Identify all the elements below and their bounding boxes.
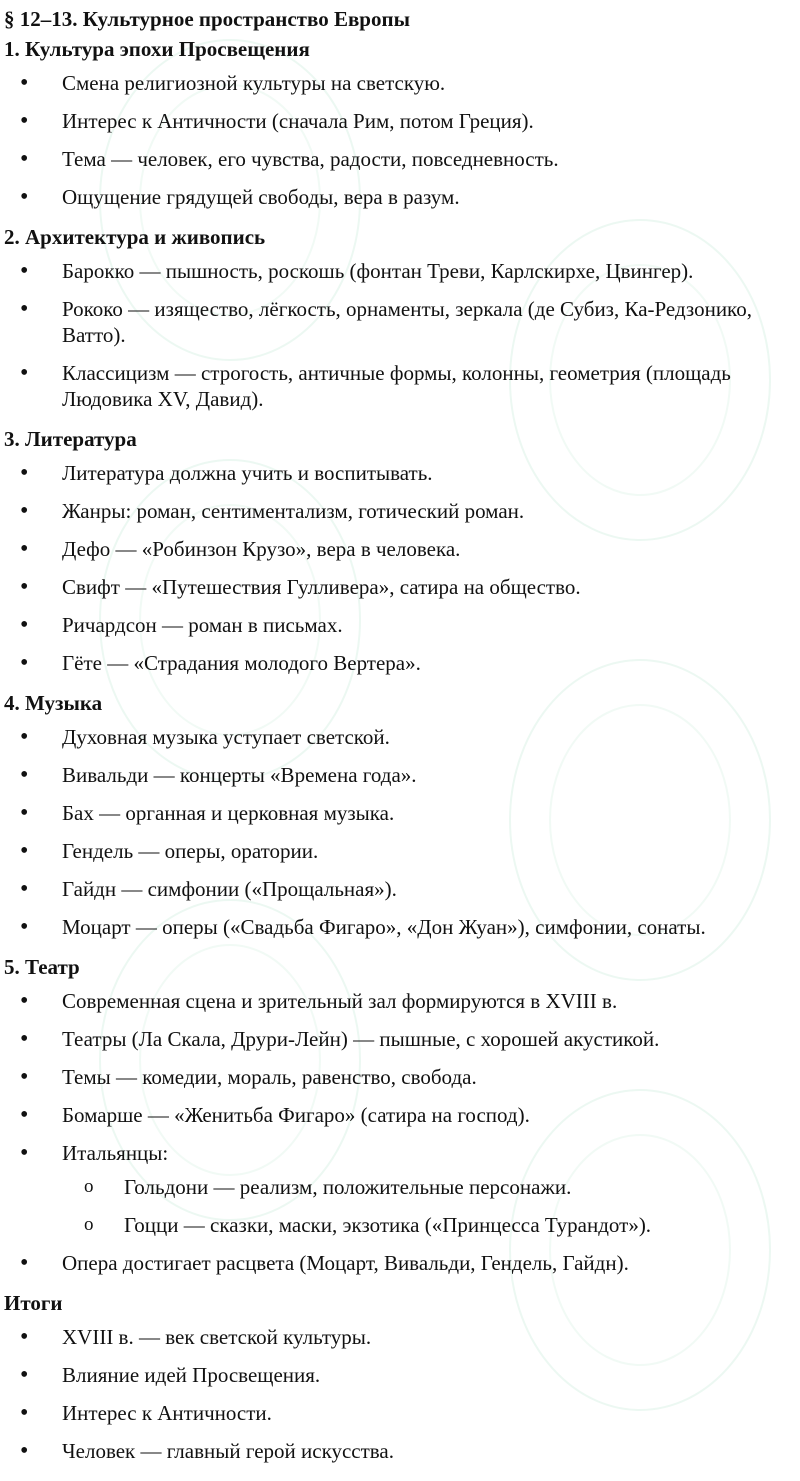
list-item: [0, 1324, 800, 1350]
section-heading: 4. Музыка: [4, 691, 103, 715]
list-item-text: Человек — главный герой искусства.: [62, 1439, 395, 1463]
section: [0, 1288, 800, 1464]
list-item-text: Духовная музыка уступает светской.: [62, 725, 390, 749]
list-item: [0, 1438, 800, 1464]
list-item-text: Жанры: роман, сентиментализм, готический роман.: [62, 499, 525, 523]
list-item-text: Ощущение грядущей свободы, вера в разум.: [62, 185, 460, 209]
list-item: [0, 612, 800, 638]
section-heading: Итоги: [4, 1291, 63, 1315]
list-item: [0, 1362, 800, 1388]
list-item-text: Смена религиозной культуры на светскую.: [62, 71, 446, 95]
list-item: [0, 762, 800, 788]
list-item-text: Бомарше — «Женитьба Фигаро» (сатира на господ).: [62, 1103, 530, 1127]
list-item-text: Ричардсон — роман в письмах.: [62, 613, 343, 637]
bullet-list: [0, 70, 800, 210]
section-heading: 2. Архитектура и живопись: [4, 225, 266, 249]
list-item-text: Современная сцена и зрительный зал формируются в XVIII в.: [62, 989, 618, 1013]
list-item-text: Опера достигает расцвета (Моцарт, Вивальди, Гендель, Гайдн).: [62, 1251, 629, 1275]
list-item-text: Тема — человек, его чувства, радости, повседневность.: [62, 147, 559, 171]
list-item-text: Интерес к Античности.: [62, 1401, 272, 1425]
section: [0, 222, 800, 412]
list-item-text: Барокко — пышность, роскошь (фонтан Треви, Карлскирхе, Цвингер).: [62, 259, 694, 283]
list-item-text: Итальянцы:: [62, 1141, 169, 1165]
bullet-list: [0, 460, 800, 676]
list-item-text: Классицизм — строгость, античные формы, колонны, геометрия (площадь Людовика XV, Давид).: [62, 361, 731, 411]
section: [0, 424, 800, 676]
list-item-text: Свифт — «Путешествия Гулливера», сатира на общество.: [62, 575, 581, 599]
page-title: § 12–13. Культурное пространство Европы: [4, 7, 410, 31]
list-item: [0, 146, 800, 172]
list-item: [0, 1400, 800, 1426]
list-item: [0, 108, 800, 134]
list-item: [0, 258, 800, 284]
list-item-text: Гайдн — симфонии («Прощальная»).: [62, 877, 397, 901]
list-item-text: Дефо — «Робинзон Крузо», вера в человека.: [62, 537, 461, 561]
list-item: [0, 296, 800, 348]
bullet-list: [0, 988, 800, 1276]
list-item-text: Бах — органная и церковная музыка.: [62, 801, 395, 825]
list-item: [0, 914, 800, 940]
list-item-text: Гёте — «Страдания молодого Вертера».: [62, 651, 421, 675]
list-item-text: Влияние идей Просвещения.: [62, 1363, 321, 1387]
bullet-list: [0, 258, 800, 412]
list-item-text: Театры (Ла Скала, Друри-Лейн) — пышные, с хорошей акустикой.: [62, 1027, 660, 1051]
sub-list-item: o Гоцци — сказки, маски, экзотика («Принцесса Турандот»).: [62, 1212, 796, 1238]
sub-list: [62, 1174, 796, 1238]
list-item: [0, 574, 800, 600]
list-item-text: Литература должна учить и воспитывать.: [62, 461, 433, 485]
list-item-text: Интерес к Античности (сначала Рим, потом Греция).: [62, 109, 534, 133]
list-item-text: Моцарт — оперы («Свадьба Фигаро», «Дон Жуан»), симфонии, сонаты.: [62, 915, 706, 939]
bullet-list: [0, 724, 800, 940]
list-item: [0, 876, 800, 902]
list-item: [0, 838, 800, 864]
list-item: [0, 360, 800, 412]
list-item-text: Вивальди — концерты «Времена года».: [62, 763, 417, 787]
list-item: [0, 988, 800, 1014]
bullet-list: [0, 1324, 800, 1464]
sub-list-item: o Гольдони — реализм, положительные персонажи.: [62, 1174, 796, 1200]
list-item: [0, 1250, 800, 1276]
list-item: [0, 800, 800, 826]
section-heading: 3. Литература: [4, 427, 137, 451]
list-item: [0, 1064, 800, 1090]
list-item: [0, 184, 800, 210]
section-heading: 1. Культура эпохи Просвещения: [4, 37, 310, 61]
list-item: [0, 724, 800, 750]
list-item-text: XVIII в. — век светской культуры.: [62, 1325, 372, 1349]
list-item: [0, 460, 800, 486]
list-item-text: Гендель — оперы, оратории.: [62, 839, 319, 863]
list-item: [0, 1140, 800, 1238]
list-item: [0, 650, 800, 676]
section: [0, 952, 800, 1276]
list-item: [0, 1026, 800, 1052]
sections-container: [0, 34, 800, 1464]
list-item: [0, 498, 800, 524]
list-item: [0, 70, 800, 96]
section: [0, 688, 800, 940]
list-item-text: Темы — комедии, мораль, равенство, свобода.: [62, 1065, 477, 1089]
list-item: [0, 1102, 800, 1128]
list-item: [0, 536, 800, 562]
section: [0, 34, 800, 210]
section-heading: 5. Театр: [4, 955, 80, 979]
list-item-text: Рококо — изящество, лёгкость, орнаменты, зеркала (де Субиз, Ка-Редзонико, Ватто).: [62, 297, 752, 347]
